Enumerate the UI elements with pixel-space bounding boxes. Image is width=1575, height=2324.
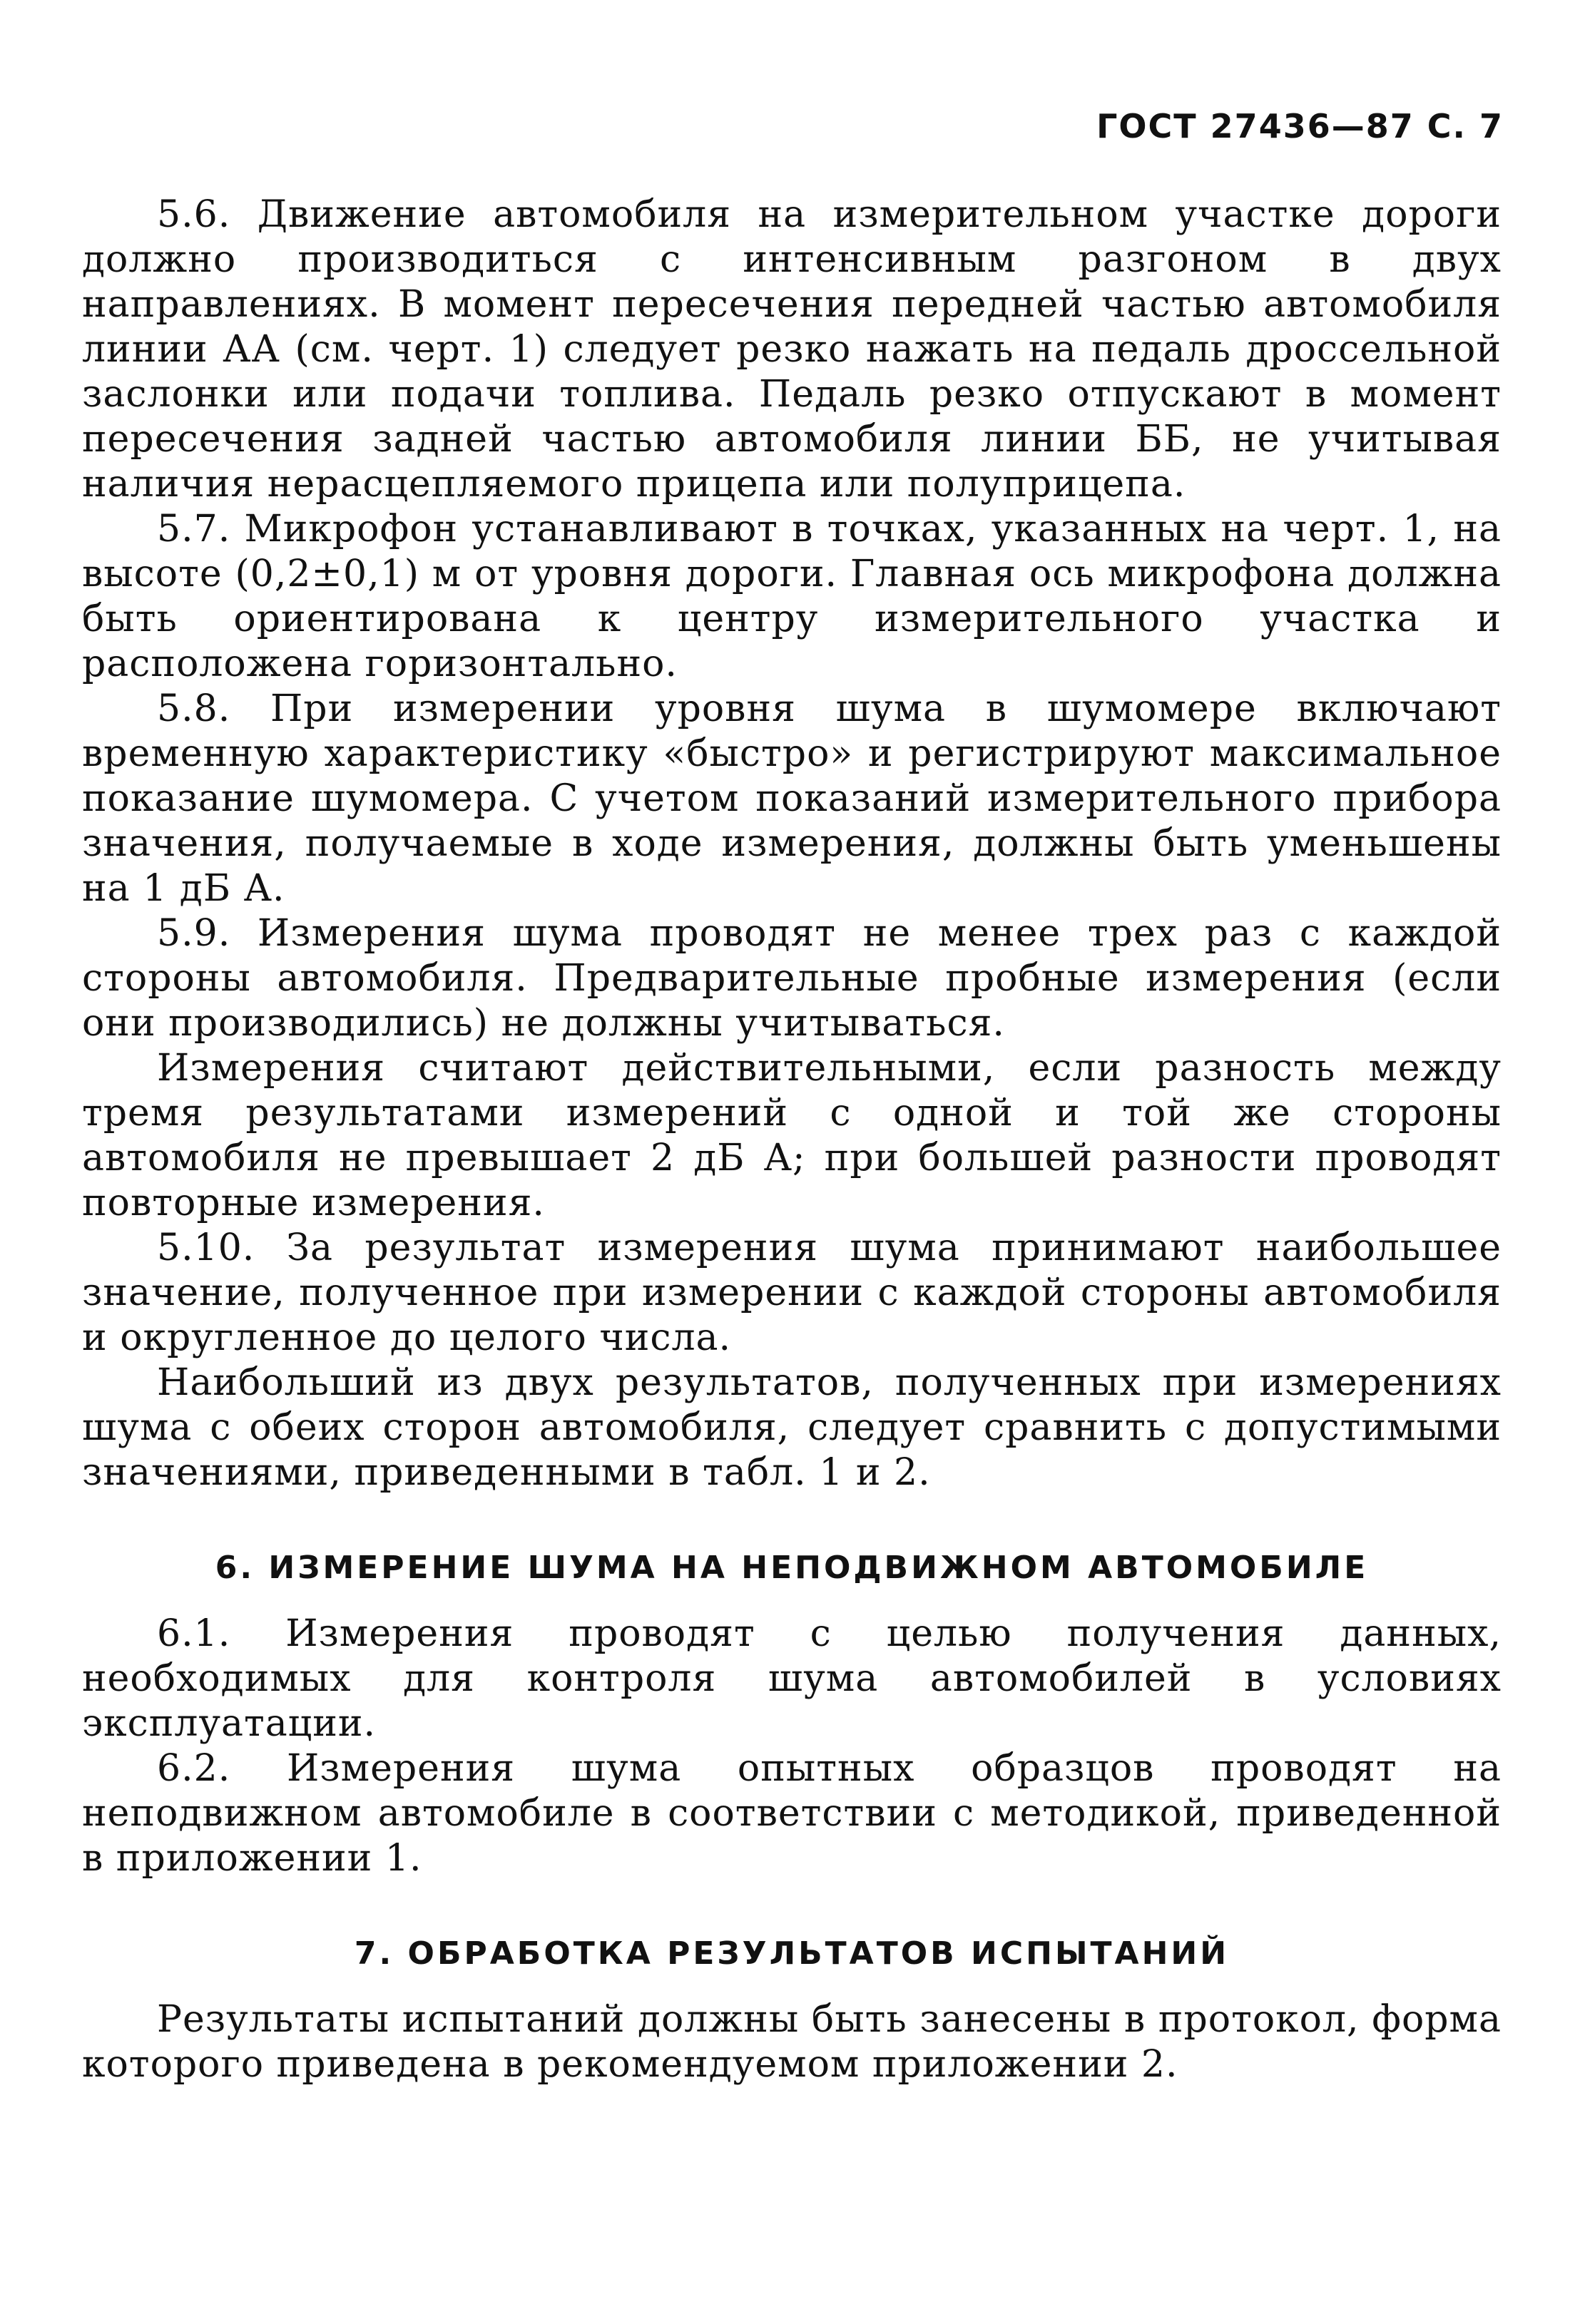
paragraph-5-7: 5.7. Микрофон устанавливают в точках, указанных на черт. 1, на высоте (0,2±0,1) м от уровня дороги. Главная ось микрофона должна быть ориентирована к центру измерительного участка и расположена горизонтально. (82, 508, 1502, 685)
paragraph-5-10: 5.10. За результат измерения шума принимают наибольшее значение, полученное при измерении с каждой стороны автомобиля и округленное до целого числа. (82, 1227, 1502, 1359)
spacer (82, 1976, 1502, 1997)
section-7-heading: 7. ОБРАБОТКА РЕЗУЛЬТАТОВ ИСПЫТАНИЙ (354, 1935, 1230, 1972)
paragraph-6-2: 6.2. Измерения шума опытных образцов проводят на неподвижном автомобиле в соответствии с методикой, приведенной в приложении 1. (82, 1747, 1502, 1880)
paragraph-5-8: 5.8. При измерении уровня шума в шумомере включают временную характеристику «быстро» и регистрируют максимальное показание шумомера. С учетом показаний измерительного прибора значения, получаемые в ходе измерения, должны быть уменьшены на 1 дБ А. (82, 687, 1502, 910)
paragraph-6-1: 6.1. Измерения проводят с целью получения данных, необходимых для контроля шума автомобилей в условиях эксплуатации. (82, 1612, 1502, 1745)
section-6-heading: 6. ИЗМЕРЕНИЕ ШУМА НА НЕПОДВИЖНОМ АВТОМОБИЛЕ (215, 1550, 1369, 1586)
document-body (82, 193, 1502, 2087)
spacer (82, 1881, 1502, 1931)
spacer (82, 1590, 1502, 1612)
paragraph-5-9-continued: Измерения считают действительными, если разность между тремя результатами измерений с одной и той же стороны автомобиля не превышает 2 дБ А; при большей разности проводят повторные измерения. (82, 1047, 1502, 1224)
paragraph-5-10-continued: Наибольший из двух результатов, полученных при измерениях шума с обеих сторон автомобиля, следует сравнить с допустимыми значениями, приведенными в табл. 1 и 2. (82, 1361, 1502, 1494)
paragraph-7: Результаты испытаний должны быть занесены в протокол, форма которого приведена в рекомендуемом приложении 2. (82, 1998, 1502, 2086)
paragraph-5-9: 5.9. Измерения шума проводят не менее трех раз с каждой стороны автомобиля. Предварительные пробные измерения (если они производились) не должны учитываться. (82, 912, 1502, 1045)
spacer (82, 1495, 1502, 1545)
paragraph-5-6: 5.6. Движение автомобиля на измерительном участке дороги должно производиться с интенсивным разгоном в двух направлениях. В момент пересечения передней частью автомобиля линии АА (см. черт. 1) следует резко нажать на педаль дроссельной заслонки или подачи топлива. Педаль резко отпускают в момент пересечения задней частью автомобиля линии ББ, не учитывая наличия нерасцепляемого прицепа или полуприцепа. (82, 193, 1502, 506)
page-header: ГОСТ 27436—87 С. 7 (1096, 107, 1504, 145)
